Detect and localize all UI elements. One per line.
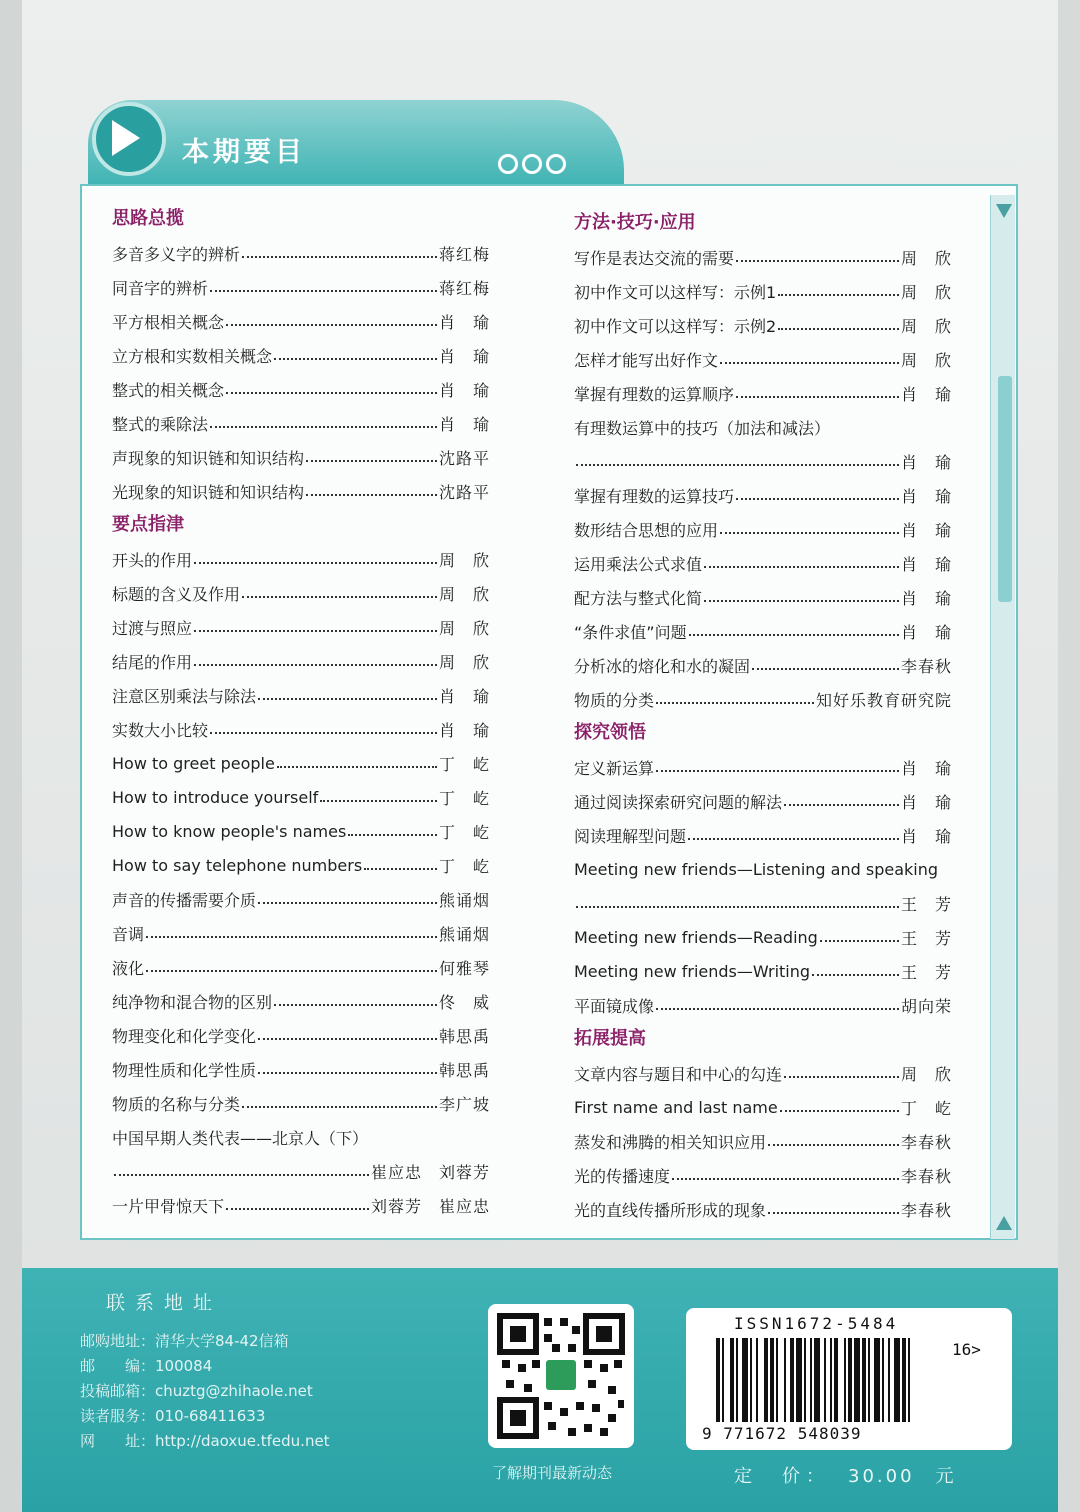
entry-author: 肖 瑜 bbox=[900, 554, 952, 574]
entry-author: 蒋红梅 bbox=[438, 244, 490, 264]
left-edge bbox=[0, 0, 22, 1512]
dot-leader bbox=[820, 926, 899, 942]
entry-title: 平方根相关概念 bbox=[112, 312, 225, 332]
toc-entry[interactable] bbox=[574, 784, 952, 818]
toc-entry[interactable] bbox=[574, 886, 952, 920]
entry-title: How to know people's names bbox=[112, 821, 347, 841]
right-column bbox=[574, 206, 952, 1226]
dot-leader bbox=[656, 688, 814, 704]
toc-entry[interactable] bbox=[574, 512, 952, 546]
entry-author: 崔应忠 刘蓉芳 bbox=[370, 1162, 490, 1182]
toc-entry[interactable] bbox=[112, 372, 490, 406]
toc-entry[interactable] bbox=[112, 746, 490, 780]
contact-website[interactable]: 网 址：http://daoxue.tfedu.net bbox=[80, 1432, 330, 1450]
toc-entry[interactable] bbox=[112, 236, 490, 270]
entry-author: 肖 瑜 bbox=[900, 520, 952, 540]
barcode-bar bbox=[804, 1338, 806, 1422]
entry-title: 初中作文可以这样写：示例2 bbox=[574, 316, 777, 336]
dot-leader bbox=[242, 242, 437, 258]
dot-leader bbox=[242, 582, 437, 598]
entry-title: 阅读理解型问题 bbox=[574, 826, 687, 846]
entry-author: 周 欣 bbox=[438, 652, 490, 672]
toc-entry[interactable] bbox=[574, 852, 952, 886]
entry-title: How to say telephone numbers bbox=[112, 855, 363, 875]
qr-code[interactable] bbox=[488, 1304, 634, 1448]
section-title: 拓展提高 bbox=[574, 1028, 646, 1049]
toc-entry[interactable] bbox=[112, 576, 490, 610]
entry-title: 声现象的知识链和知识结构 bbox=[112, 448, 305, 468]
entry-title: 开头的作用 bbox=[112, 550, 193, 570]
entry-title: 液化 bbox=[112, 958, 145, 978]
dot-leader bbox=[778, 280, 899, 296]
entry-title: 怎样才能写出好作文 bbox=[574, 350, 719, 370]
entry-title: 标题的含义及作用 bbox=[112, 584, 241, 604]
entry-title: 掌握有理数的运算技巧 bbox=[574, 486, 735, 506]
entry-title: 光的传播速度 bbox=[574, 1166, 671, 1186]
dot-leader bbox=[576, 450, 899, 466]
entry-author: 肖 瑜 bbox=[438, 312, 490, 332]
dot-leader bbox=[194, 616, 437, 632]
entry-title: “条件求值”问题 bbox=[574, 622, 687, 642]
toc-entry[interactable] bbox=[574, 580, 952, 614]
issue-number: 16> bbox=[952, 1340, 981, 1359]
toc-entry[interactable] bbox=[574, 818, 952, 852]
toc-entry[interactable] bbox=[112, 1154, 490, 1188]
toc-entry[interactable] bbox=[112, 814, 490, 848]
dot-leader bbox=[258, 684, 437, 700]
entry-title: 过渡与照应 bbox=[112, 618, 193, 638]
toc-entry[interactable] bbox=[112, 1018, 490, 1052]
entry-author: 周 欣 bbox=[900, 316, 952, 336]
window-dots bbox=[498, 154, 566, 174]
entry-title: 掌握有理数的运算顺序 bbox=[574, 384, 735, 404]
dot-leader bbox=[114, 1160, 369, 1176]
entry-author: 李春秋 bbox=[900, 1132, 952, 1152]
toc-entry[interactable] bbox=[112, 406, 490, 440]
entry-author: 肖 瑜 bbox=[900, 452, 952, 472]
entry-author: 韩思禹 bbox=[438, 1060, 490, 1080]
dot-leader bbox=[576, 892, 899, 908]
entry-author: 丁 屹 bbox=[438, 856, 490, 876]
dot-leader bbox=[736, 382, 899, 398]
barcode-bar bbox=[814, 1338, 820, 1422]
entry-author: 李春秋 bbox=[900, 1166, 952, 1186]
contact-email[interactable]: 投稿邮箱：chuztg@zhihaole.net bbox=[80, 1382, 313, 1400]
dot-leader bbox=[778, 314, 899, 330]
toc-entry[interactable] bbox=[112, 1188, 490, 1222]
toc-entry[interactable] bbox=[574, 478, 952, 512]
entry-author: 肖 瑜 bbox=[900, 758, 952, 778]
dot-leader bbox=[258, 888, 437, 904]
entry-author: 王 芳 bbox=[900, 894, 952, 914]
toc-entry[interactable] bbox=[112, 848, 490, 882]
toc-entry[interactable] bbox=[112, 542, 490, 576]
barcode-bar bbox=[894, 1338, 900, 1422]
barcode-bar bbox=[796, 1338, 802, 1422]
contact-phone: 读者服务：010-68411633 bbox=[80, 1407, 266, 1425]
toc-entry[interactable] bbox=[112, 338, 490, 372]
barcode-bar bbox=[888, 1338, 890, 1422]
toc-entry[interactable] bbox=[574, 308, 952, 342]
entry-author: 肖 瑜 bbox=[438, 720, 490, 740]
entry-author: 李春秋 bbox=[900, 656, 952, 676]
dot-leader bbox=[688, 824, 899, 840]
dot-leader bbox=[242, 1092, 437, 1108]
barcode-bar bbox=[756, 1338, 758, 1422]
toc-entry[interactable] bbox=[574, 1056, 952, 1090]
entry-title: 中国早期人类代表——北京人（下） bbox=[112, 1128, 369, 1148]
entry-title: 分析冰的熔化和水的凝固 bbox=[574, 656, 751, 676]
entry-author: 丁 屹 bbox=[900, 1098, 952, 1118]
entry-author: 肖 瑜 bbox=[438, 346, 490, 366]
entry-author: 刘蓉芳 崔应忠 bbox=[370, 1196, 490, 1216]
entry-title: 结尾的作用 bbox=[112, 652, 193, 672]
barcode-bar bbox=[854, 1338, 860, 1422]
contact-address: 邮购地址：清华大学84-42信箱 bbox=[80, 1332, 289, 1350]
dot-leader bbox=[146, 922, 437, 938]
entry-author: 李广坡 bbox=[438, 1094, 490, 1114]
entry-title: 平面镜成像 bbox=[574, 996, 655, 1016]
toc-entry[interactable] bbox=[112, 304, 490, 338]
entry-title: 运用乘法公式求值 bbox=[574, 554, 703, 574]
entry-title: 纯净物和混合物的区别 bbox=[112, 992, 273, 1012]
toc-entry[interactable] bbox=[574, 1124, 952, 1158]
entry-title: How to introduce yourself bbox=[112, 787, 319, 807]
entry-title: 物理变化和化学变化 bbox=[112, 1026, 257, 1046]
dot-leader bbox=[210, 718, 437, 734]
entry-title: 光的直线传播所形成的现象 bbox=[574, 1200, 767, 1220]
dot-leader bbox=[274, 990, 437, 1006]
dot-leader bbox=[704, 586, 899, 602]
dot-leader bbox=[656, 756, 899, 772]
dot-leader bbox=[812, 960, 899, 976]
toc-entry[interactable] bbox=[112, 1086, 490, 1120]
toc-entry[interactable] bbox=[574, 1158, 952, 1192]
barcode-bar bbox=[862, 1338, 866, 1422]
dot-leader bbox=[194, 548, 437, 564]
entry-title: First name and last name bbox=[574, 1097, 778, 1117]
entry-author: 周 欣 bbox=[438, 584, 490, 604]
dot-leader bbox=[784, 1062, 899, 1078]
contact-title: 联系地址 bbox=[106, 1292, 223, 1314]
entry-author: 李春秋 bbox=[900, 1200, 952, 1220]
entry-title: 文章内容与题目和中心的勾连 bbox=[574, 1064, 783, 1084]
entry-author: 周 欣 bbox=[900, 282, 952, 302]
scrollbar[interactable] bbox=[990, 195, 1015, 1239]
entry-title: 光现象的知识链和知识结构 bbox=[112, 482, 305, 502]
dot-leader bbox=[320, 786, 437, 802]
barcode-bar bbox=[874, 1338, 880, 1422]
entry-author: 周 欣 bbox=[900, 1064, 952, 1084]
toc-entry[interactable] bbox=[574, 920, 952, 954]
entry-title: 有理数运算中的技巧（加法和减法） bbox=[574, 418, 831, 438]
entry-author: 韩思禹 bbox=[438, 1026, 490, 1046]
entry-title: 物质的分类 bbox=[574, 690, 655, 710]
entry-title: 配方法与整式化简 bbox=[574, 588, 703, 608]
toc-entry[interactable] bbox=[112, 916, 490, 950]
entry-title: 整式的乘除法 bbox=[112, 414, 209, 434]
barcode-bar bbox=[750, 1338, 752, 1422]
dot-leader bbox=[656, 994, 899, 1010]
toc-entry[interactable] bbox=[574, 1090, 952, 1124]
entry-author: 周 欣 bbox=[438, 618, 490, 638]
price-label: 定 价： bbox=[734, 1466, 830, 1487]
scroll-thumb[interactable] bbox=[998, 376, 1012, 602]
toc-entry[interactable] bbox=[574, 240, 952, 274]
entry-author: 熊诵烟 bbox=[438, 890, 490, 910]
toc-entry[interactable] bbox=[574, 274, 952, 308]
toc-entry[interactable] bbox=[574, 682, 952, 716]
barcode-bar bbox=[790, 1338, 794, 1422]
entry-author: 周 欣 bbox=[438, 550, 490, 570]
dot-leader bbox=[720, 518, 899, 534]
entry-title: 数形结合思想的应用 bbox=[574, 520, 719, 540]
entry-author: 丁 屹 bbox=[438, 754, 490, 774]
entry-author: 肖 瑜 bbox=[900, 622, 952, 642]
barcode-number: 9 771672 548039 bbox=[702, 1424, 862, 1443]
entry-title: 写作是表达交流的需要 bbox=[574, 248, 735, 268]
entry-author: 王 芳 bbox=[900, 962, 952, 982]
barcode-bar bbox=[902, 1338, 906, 1422]
entry-author: 何雅琴 bbox=[438, 958, 490, 978]
toc-entry[interactable] bbox=[112, 882, 490, 916]
dot-leader bbox=[258, 1024, 437, 1040]
barcode-bar bbox=[810, 1338, 812, 1422]
entry-author: 周 欣 bbox=[900, 248, 952, 268]
barcode-bar bbox=[776, 1338, 778, 1422]
toc-entry[interactable] bbox=[112, 474, 490, 508]
toc-entry[interactable] bbox=[112, 780, 490, 814]
dot-leader bbox=[348, 820, 437, 836]
entry-author: 胡向荣 bbox=[900, 996, 952, 1016]
toc-entry[interactable] bbox=[112, 1120, 490, 1154]
dot-leader bbox=[226, 1194, 369, 1210]
dot-leader bbox=[274, 344, 437, 360]
entry-title: Meeting new friends—Reading bbox=[574, 927, 818, 947]
section-title: 要点指津 bbox=[112, 514, 184, 535]
toc-entry[interactable] bbox=[112, 440, 490, 474]
toc-entry[interactable] bbox=[574, 1192, 952, 1226]
toc-entry[interactable] bbox=[574, 444, 952, 478]
dot-leader bbox=[720, 348, 899, 364]
toc-entry[interactable] bbox=[112, 984, 490, 1018]
barcode-bar bbox=[844, 1338, 846, 1422]
toc-entry[interactable] bbox=[574, 614, 952, 648]
entry-title: Meeting new friends—Writing bbox=[574, 961, 811, 981]
toc-entry[interactable] bbox=[112, 712, 490, 746]
entry-author: 肖 瑜 bbox=[900, 792, 952, 812]
scroll-up-arrow-icon[interactable] bbox=[996, 1216, 1012, 1230]
entry-author: 周 欣 bbox=[900, 350, 952, 370]
entry-author: 沈路平 bbox=[438, 448, 490, 468]
dot-leader bbox=[146, 956, 437, 972]
toc-entry[interactable] bbox=[574, 648, 952, 682]
entry-author: 肖 瑜 bbox=[900, 486, 952, 506]
dot-leader bbox=[306, 480, 437, 496]
dot-leader bbox=[210, 276, 437, 292]
page-title: 本期要目 bbox=[182, 137, 306, 168]
toc-entry[interactable] bbox=[574, 954, 952, 988]
left-column bbox=[112, 202, 490, 1222]
barcode-bar bbox=[784, 1338, 786, 1422]
dot-leader bbox=[306, 446, 437, 462]
dot-leader bbox=[736, 484, 899, 500]
toc-entry[interactable] bbox=[574, 546, 952, 580]
section-title: 思路总揽 bbox=[112, 208, 184, 229]
entry-author: 肖 瑜 bbox=[438, 686, 490, 706]
right-edge bbox=[1058, 0, 1080, 1512]
barcode-bar bbox=[824, 1338, 826, 1422]
toc-entry[interactable] bbox=[112, 270, 490, 304]
issn-number: ISSN1672-5484 bbox=[734, 1314, 899, 1333]
entry-title: 同音字的辨析 bbox=[112, 278, 209, 298]
toc-entry[interactable] bbox=[112, 950, 490, 984]
barcode-bar bbox=[882, 1338, 884, 1422]
qr-caption: 了解期刊最新动态 bbox=[492, 1464, 613, 1482]
entry-title: 定义新运算 bbox=[574, 758, 655, 778]
dot-leader bbox=[784, 790, 899, 806]
barcode-bar bbox=[830, 1338, 832, 1422]
entry-title: 一片甲骨惊天下 bbox=[112, 1196, 225, 1216]
barcode-bar bbox=[770, 1338, 774, 1422]
entry-title: 立方根和实数相关概念 bbox=[112, 346, 273, 366]
entry-author: 丁 屹 bbox=[438, 822, 490, 842]
dot-leader bbox=[194, 650, 437, 666]
play-icon bbox=[112, 120, 140, 156]
entry-title: How to greet people bbox=[112, 753, 275, 773]
entry-author: 肖 瑜 bbox=[900, 384, 952, 404]
toc-entry[interactable] bbox=[574, 750, 952, 784]
entry-title: 注意区别乘法与除法 bbox=[112, 686, 257, 706]
qr-code-icon bbox=[488, 1304, 634, 1448]
entry-author: 熊诵烟 bbox=[438, 924, 490, 944]
toc-entry[interactable] bbox=[574, 988, 952, 1022]
dot-icon bbox=[498, 154, 518, 174]
barcode-bar bbox=[848, 1338, 852, 1422]
barcode-bar bbox=[722, 1338, 724, 1422]
barcode-bar bbox=[764, 1338, 768, 1422]
section-title: 探究领悟 bbox=[574, 722, 646, 743]
contact-postcode: 邮 编：100084 bbox=[80, 1357, 213, 1375]
entry-title: 物质的名称与分类 bbox=[112, 1094, 241, 1114]
barcode-bar bbox=[868, 1338, 870, 1422]
section-title: 方法·技巧·应用 bbox=[574, 212, 696, 233]
entry-title: 音调 bbox=[112, 924, 145, 944]
dot-leader bbox=[768, 1130, 899, 1146]
dot-leader bbox=[752, 654, 899, 670]
toc-entry[interactable] bbox=[574, 410, 952, 444]
dot-leader bbox=[258, 1058, 437, 1074]
entry-author: 佟 威 bbox=[438, 992, 490, 1012]
price-value: 30.00 元 bbox=[848, 1466, 957, 1487]
entry-author: 肖 瑜 bbox=[900, 826, 952, 846]
dot-leader bbox=[226, 378, 437, 394]
entry-author: 王 芳 bbox=[900, 928, 952, 948]
entry-author: 知好乐教育研究院 bbox=[815, 690, 952, 710]
toc-entry[interactable] bbox=[574, 376, 952, 410]
barcode-bar bbox=[730, 1338, 734, 1422]
dot-leader bbox=[226, 310, 437, 326]
entry-author: 丁 屹 bbox=[438, 788, 490, 808]
dot-leader bbox=[768, 1198, 899, 1214]
dot-leader bbox=[704, 552, 899, 568]
barcode-bar bbox=[742, 1338, 748, 1422]
toc-entry[interactable] bbox=[112, 644, 490, 678]
toc-entry[interactable] bbox=[112, 678, 490, 712]
entry-author: 肖 瑜 bbox=[438, 380, 490, 400]
entry-title: 整式的相关概念 bbox=[112, 380, 225, 400]
entry-title: 实数大小比较 bbox=[112, 720, 209, 740]
toc-entry[interactable] bbox=[112, 1052, 490, 1086]
entry-title: 通过阅读探索研究问题的解法 bbox=[574, 792, 783, 812]
dot-leader bbox=[364, 854, 437, 870]
dot-leader bbox=[689, 620, 899, 636]
toc-entry[interactable] bbox=[574, 342, 952, 376]
entry-author: 肖 瑜 bbox=[438, 414, 490, 434]
entry-title: 初中作文可以这样写：示例1 bbox=[574, 282, 777, 302]
dot-leader bbox=[672, 1164, 899, 1180]
barcode-bar bbox=[834, 1338, 838, 1422]
dot-leader bbox=[780, 1096, 899, 1112]
entry-title: Meeting new friends—Listening and speaking bbox=[574, 859, 938, 879]
dot-leader bbox=[210, 412, 437, 428]
barcode-bar bbox=[736, 1338, 738, 1422]
entry-title: 蒸发和沸腾的相关知识应用 bbox=[574, 1132, 767, 1152]
entry-author: 沈路平 bbox=[438, 482, 490, 502]
entry-author: 肖 瑜 bbox=[900, 588, 952, 608]
barcode-bar bbox=[908, 1338, 910, 1422]
toc-entry[interactable] bbox=[112, 610, 490, 644]
entry-author: 蒋红梅 bbox=[438, 278, 490, 298]
dot-icon bbox=[522, 154, 542, 174]
entry-title: 物理性质和化学性质 bbox=[112, 1060, 257, 1080]
entry-title: 多音多义字的辨析 bbox=[112, 244, 241, 264]
scroll-down-arrow-icon[interactable] bbox=[996, 204, 1012, 218]
dot-leader bbox=[736, 246, 899, 262]
dot-leader bbox=[277, 752, 437, 768]
entry-title: 声音的传播需要介质 bbox=[112, 890, 257, 910]
dot-icon bbox=[546, 154, 566, 174]
barcode-bar bbox=[716, 1338, 720, 1422]
